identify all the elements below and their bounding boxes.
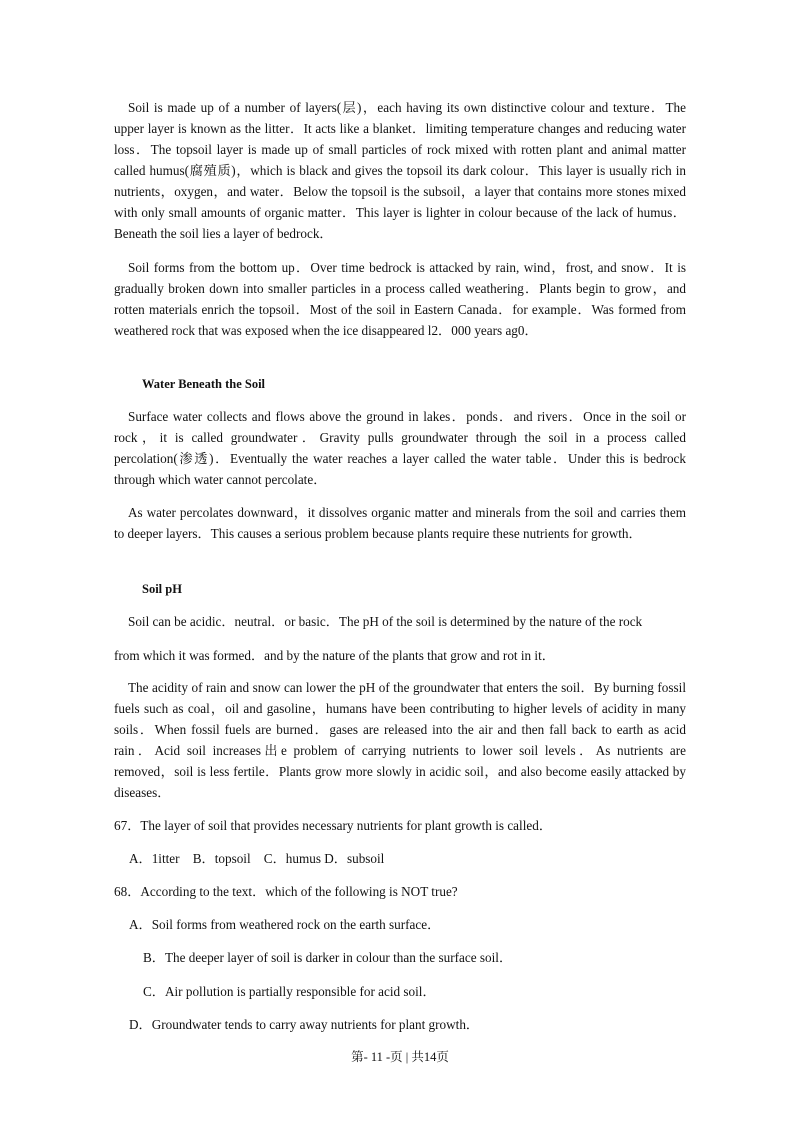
question-68-stem: 68．According to the text．which of the following is NOT true? (114, 884, 458, 899)
paragraph-soil-layers: Soil is made up of a number of layers(层)，each having its own distinctive colour and texture．The upper layer is known as the litter．It acts like a blanket．limiting temperature changes and reducing water loss．The topsoil layer is made up of small particles of rock mixed with rotten plant and animal matter called humus(腐殖质)，which is black and gives the topsoil its dark colour．This layer is usually rich in nutrients，oxygen，and water．Below the topsoil is the subsoil，a layer that contains more stones mixed with only small amounts of organic matter．This layer is lighter in colour because of the lack of humus．Beneath the soil lies a layer of bedrock． (114, 100, 686, 241)
section-heading-ph: Soil pH (142, 582, 182, 596)
question-68-option-b: B．The deeper layer of soil is darker in colour than the surface soil． (143, 950, 513, 965)
question-68-option-d: D．Groundwater tends to carry away nutrients for plant growth． (129, 1017, 480, 1032)
paragraph-soil-formation: Soil forms from the bottom up．Over time bedrock is attacked by rain, wind，frost, and snow．It is gradually broken down into smaller particles in a process called weathering．Plants begin to grow，and rotten materials enrich the topsoil．Most of the soil in Eastern Canada．for example．Was formed from weathered rock that was exposed when the ice disappeared l2．000 years ag0． (114, 260, 686, 338)
page-number-footer: 第- 11 -页 | 共14页 (351, 1050, 449, 1064)
question-67-stem: 67．The layer of soil that provides necessary nutrients for plant growth is called． (114, 818, 553, 833)
paragraph-ph-line1: Soil can be acidic．neutral．or basic．The pH of the soil is determined by the nature of the rock (128, 614, 643, 629)
section-heading-water: Water Beneath the Soil (142, 377, 266, 391)
paragraph-ph-line2: from which it was formed．and by the nature of the plants that grow and rot in it． (114, 648, 555, 663)
question-68-option-c: C．Air pollution is partially responsible for acid soil． (143, 984, 436, 999)
paragraph-acidity: The acidity of rain and snow can lower the pH of the groundwater that enters the soil．By burning fossil fuels such as coal，oil and gasoline，humans have been contributing to higher levels of acidity in many soils．When fossil fuels are burned．gases are released into the air and then fall back to earth as acid rain．Acid soil increases出e problem of carrying nutrients to lower soil levels．As nutrients are removed，soil is less fertile．Plants grow more slowly in acidic soil，and also become easily attacked by diseases． (114, 680, 686, 800)
question-68-option-a: A．Soil forms from weathered rock on the earth surface． (129, 917, 441, 932)
paragraph-groundwater: Surface water collects and flows above the ground in lakes．ponds．and rivers．Once in the soil or rock，it is called groundwater．Gravity pulls groundwater through the soil in a process called percolation(渗透)．Eventually the water reaches a layer called the water table．Under this is bedrock through which water cannot percolate． (114, 409, 686, 487)
question-67-options: A．1itter B．topsoil C．humus D．subsoil (129, 851, 385, 866)
paragraph-percolation: As water percolates downward，it dissolves organic matter and minerals from the soil and carries them to deeper layers．This causes a serious problem because plants require these nutrients for growth． (114, 505, 686, 541)
